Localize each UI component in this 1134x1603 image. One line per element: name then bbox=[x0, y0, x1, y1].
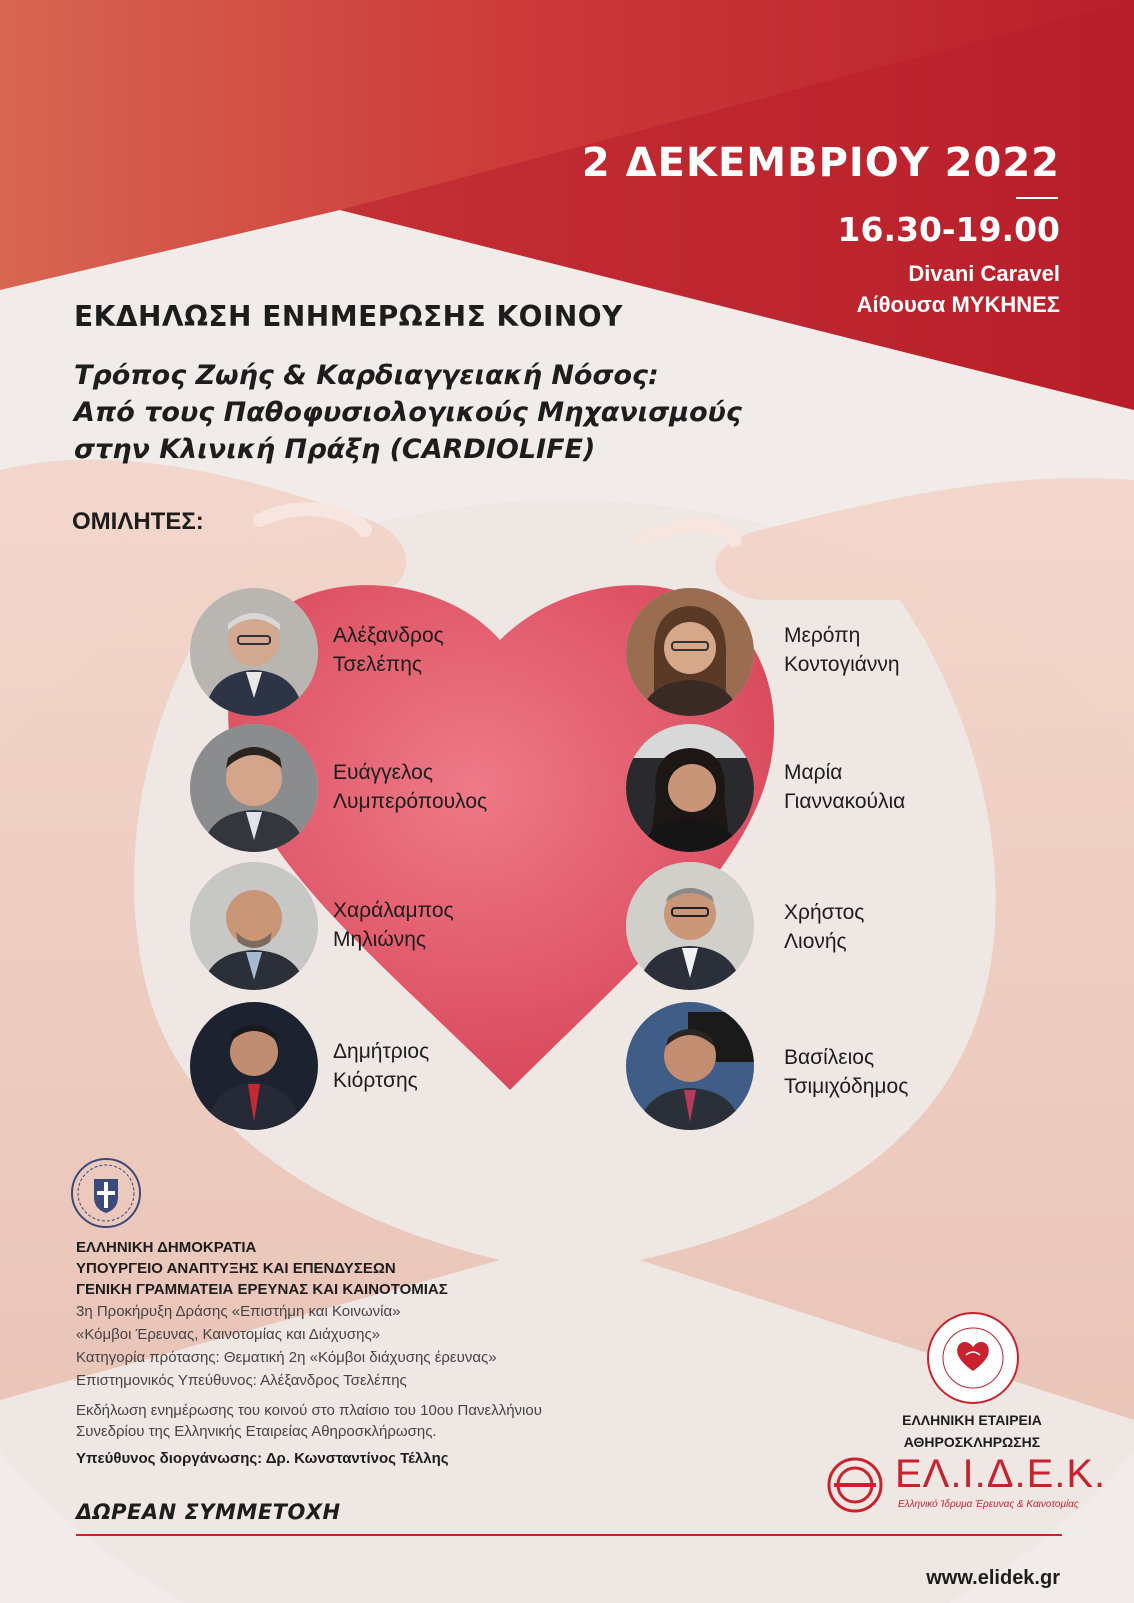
org-line-3: ΓΕΝΙΚΗ ΓΡΑΜΜΑΤΕΙΑ ΕΡΕΥΝΑΣ ΚΑΙ ΚΑΙΝΟΤΟΜΙΑΣ bbox=[76, 1281, 448, 1298]
title-line-1: Τρόπος Ζωής & Καρδιαγγειακή Νόσος: bbox=[74, 360, 659, 391]
speaker-photo-kiortsis bbox=[190, 1002, 318, 1130]
greek-coat-of-arms-icon bbox=[68, 1155, 144, 1231]
speaker-name-lymperopoulos: Ευάγγελος Λυμπερόπουλος bbox=[333, 761, 488, 813]
society-name: ΕΛΛΗΝΙΚΗ ΕΤΑΙΡΕΙΑ ΑΘΗΡΟΣΚΛΗΡΩΣΗΣ bbox=[902, 1412, 1042, 1450]
event-venue bbox=[857, 258, 1060, 320]
venue-room: Αίθουσα ΜΥΚΗΝΕΣ bbox=[856, 292, 1060, 317]
sponsor-organization bbox=[76, 1237, 448, 1300]
speaker-photo-tsimihodimos bbox=[626, 1002, 754, 1130]
speaker-photo-kontogianni bbox=[626, 588, 754, 716]
speaker-name-tsimihodimos: Βασίλειος Τσιμιχόδημος bbox=[784, 1046, 909, 1098]
website-link[interactable]: www.elidek.gr bbox=[926, 1567, 1060, 1589]
event-date: 2 ΔΕΚΕΜΒΡΙΟΥ 2022 bbox=[581, 140, 1060, 186]
title-line-3: στην Κλινική Πράξη (CARDIOLIFE) bbox=[74, 434, 596, 465]
free-entry-label: ΔΩΡΕΑΝ ΣΥΜΜΕΤΟΧΗ bbox=[76, 1500, 341, 1524]
organizer-line: Υπεύθυνος διοργάνωσης: Δρ. Κωνσταντίνος Τέλλης bbox=[76, 1450, 449, 1467]
date-divider bbox=[1016, 197, 1058, 199]
speaker-name-lionis: Χρήστος Λιονής bbox=[784, 901, 865, 953]
speaker-name-kontogianni: Μερόπη Κοντογιάννη bbox=[784, 624, 900, 676]
speaker-photo-milionis bbox=[190, 862, 318, 990]
elidek-name: ΕΛ.Ι.Δ.Ε.Κ. bbox=[895, 1452, 1107, 1496]
venue-hotel: Divani Caravel bbox=[908, 261, 1060, 286]
program-details: 3η Προκήρυξη Δράσης «Επιστήμη και Κοινωνία» «Κόμβοι Έρευνας, Καινοτομίας και Διάχυσης» Κατηγορία πρότασης: Θεματική 2η «Κόμβοι διάχυσης έρευνας» Επιστημονικός Υπεύθυνος: Αλέξανδρος Τσελέπης bbox=[76, 1303, 497, 1389]
speaker-name-milionis: Χαράλαμπος Μηλιώνης bbox=[333, 899, 454, 951]
event-type-heading: ΕΚΔΗΛΩΣΗ ΕΝΗΜΕΡΩΣΗΣ ΚΟΙΝΟΥ bbox=[74, 300, 623, 333]
event-title bbox=[74, 357, 754, 468]
speaker-name-giannakoulia: Μαρία Γιαννακούλια bbox=[784, 761, 906, 813]
event-time: 16.30-19.00 bbox=[837, 210, 1060, 249]
speaker-name-kiortsis: Δημήτριος Κιόρτσης bbox=[333, 1040, 430, 1092]
org-line-1: ΕΛΛΗΝΙΚΗ ΔΗΜΟΚΡΑΤΙΑ bbox=[76, 1239, 257, 1256]
elidek-logo-icon bbox=[826, 1456, 884, 1514]
elidek-tagline: Ελληνικό Ίδρυμα Έρευνας & Καινοτομίας bbox=[898, 1499, 1079, 1510]
speaker-photo-giannakoulia bbox=[626, 724, 754, 852]
footer-divider bbox=[76, 1534, 1062, 1536]
org-line-2: ΥΠΟΥΡΓΕΙΟ ΑΝΑΠΤΥΞΗΣ ΚΑΙ ΕΠΕΝΔΥΣΕΩΝ bbox=[76, 1260, 396, 1277]
speaker-photo-lionis bbox=[626, 862, 754, 990]
speaker-photo-lymperopoulos bbox=[190, 724, 318, 852]
society-seal-icon bbox=[926, 1311, 1020, 1405]
speaker-photo-tselepis bbox=[190, 588, 318, 716]
speaker-name-tselepis: Αλέξανδρος Τσελέπης bbox=[333, 624, 444, 676]
speakers-heading: ΟΜΙΛΗΤΕΣ: bbox=[72, 508, 204, 535]
title-line-2: Από τους Παθοφυσιολογικούς Μηχανισμούς bbox=[74, 397, 742, 428]
congress-note: Εκδήλωση ενημέρωσης του κοινού στο πλαίσιο του 10ου Πανελλήνιου Συνεδρίου της Ελληνικής Εταιρείας Αθηροσκλήρωσης. bbox=[76, 1402, 542, 1440]
